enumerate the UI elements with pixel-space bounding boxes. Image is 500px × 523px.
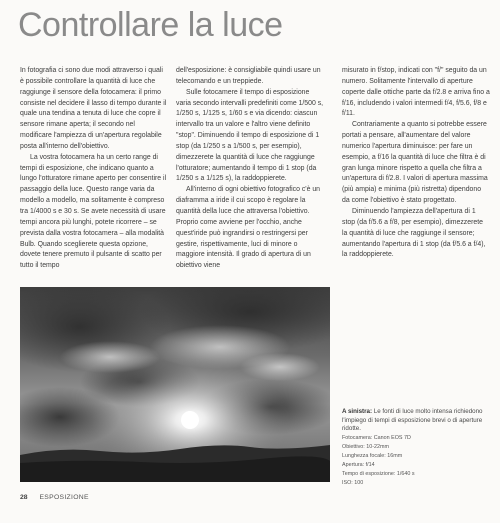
caption-text [342, 408, 492, 434]
paragraph: Sulle fotocamere il tempo di esposizione varia secondo intervalli predefiniti come 1/500 s, 1/250 s, 1/125 s, 1/60 s e via dicendo: ciascun intervallo tra un valore e l'altro viene definito "stop". Diminuendo il tempo di esposizione di 1 stop (da 1/250 s a 1/500 s, per esempio), dimezzerete la quantità di luce che raggiunge l'otturatore; aumentando il tempo di 1 stop (da 1/250 s a 1/125 s), la raddoppierete. [176, 88, 324, 183]
section-name: ESPOSIZIONE [39, 494, 89, 501]
text-column-3 [342, 66, 490, 261]
caption-body: Le fonti di luce molto intensa richiedono l'impiego di tempi di esposizione brevi o di aperture ridotte. [342, 408, 483, 433]
page-title: Controllare la luce [18, 6, 283, 44]
photo-caption [342, 408, 492, 488]
meta-line: ISO: 100 [342, 480, 364, 487]
meta-line: Obiettivo: 10-22mm [342, 443, 390, 450]
landscape-photo [20, 287, 330, 482]
page-footer [20, 494, 89, 501]
paragraph: dell'esposizione: è consigliabile quindi usare un telecomando e un treppiede. [176, 67, 321, 85]
meta-line: Tempo di esposizione: 1/640 s [342, 471, 415, 478]
paragraph: In fotografia ci sono due modi attraverso i quali è possibile controllare la quantità di luce che raggiunge il sensore della fotocamera: il primo consiste nel decidere il lasso di tempo durante il quale una tendina a tenuta di luce che copre il sensore rimane aperta; il secondo nel modificare l'ampiezza di un'apertura regolabile posta all'interno dell'obiettivo. [20, 67, 167, 150]
paragraph: La vostra fotocamera ha un certo range di tempi di esposizione, che indicano quanto a lungo l'otturatore rimane aperto per consentire il passaggio della luce. Questo range varia da modello a modello, ma solitamente è compreso tra 1/4000 s e 30 s. Se avete necessità di usare tempi ancora più lunghi, potete ricorrere – se prevista dalla vostra fotocamera – alla modalità Bulb. Quando sceglierete questa opzione, dovete tenere premuto il pulsante di scatto per tutto il tempo [20, 153, 167, 270]
paragraph: Diminuendo l'ampiezza dell'apertura di 1 stop (da f/5.6 a f/8, per esempio), dimezzerete la quantità di luce che raggiunge il sensore; aumentando l'apertura di 1 stop (da f/5.6 a f/4), la raddoppierete. [342, 207, 486, 259]
meta-line: Apertura: f/14 [342, 462, 375, 469]
paragraph: All'interno di ogni obiettivo fotografico c'è un diaframma a iride il cui scopo è regolare la quantità della luce che attraversa l'obiettivo. Proprio come avviene per l'occhio, anche quest'iride può ingrandirsi o restringersi per gestire, rispettivamente, luci di minore o maggiore intensità. Il grado di apertura di un obiettivo viene [176, 186, 321, 270]
text-column-1 [20, 66, 168, 272]
text-column-2 [176, 66, 324, 272]
page-number: 28 [20, 494, 28, 501]
paragraph: Contrariamente a quanto si potrebbe essere portati a pensare, all'aumentare del valore numerico l'apertura diminuisce: per fare un esempio, a f/16 la quantità di luce che filtra è di gran lunga minore rispetto a quella che filtra a un'apertura di f/2.8. I valori di apertura massima (più ampia) e minima (più ristretta) dipendono da come l'obiettivo è stato progettato. [342, 121, 488, 205]
exif-meta [342, 434, 492, 489]
meta-line: Lunghezza focale: 16mm [342, 452, 403, 459]
paragraph: misurato in f/stop, indicati con "f/" seguito da un numero. Solitamente l'intervallo di aperture coperte dalle ottiche parte da f/2.8 e arriva fino a f/16, includendo i valori intermedi f/4, f/5.6, f/8 e f/11. [342, 67, 490, 118]
meta-line: Fotocamera: Canon EOS 7D [342, 434, 411, 441]
caption-lead: A sinistra: [342, 408, 373, 415]
